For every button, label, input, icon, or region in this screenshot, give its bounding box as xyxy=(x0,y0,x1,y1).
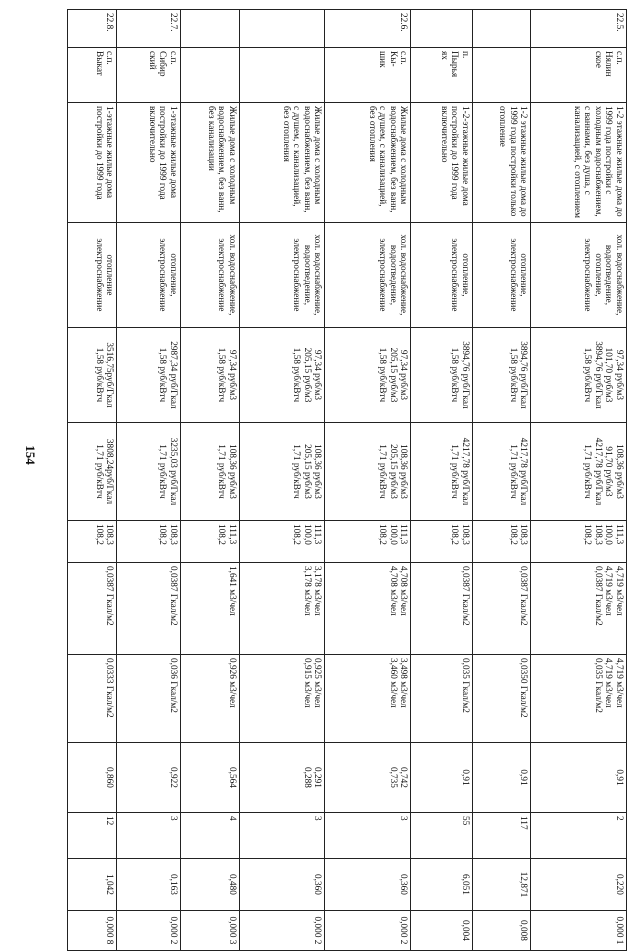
tariff-next-line: 4217,78 руб/Гкал xyxy=(459,437,470,506)
utility-services: хол. водоснабжение, электроснабжение xyxy=(180,223,239,328)
utility-services: отопление, электроснабжение xyxy=(472,223,531,328)
table-row xyxy=(68,10,117,951)
tariff-next-line: 1,71 руб/кВтч xyxy=(291,444,302,499)
housing-type: Жилые дома с холодным водоснабжением, без ванн, без канализации xyxy=(180,103,239,223)
tariff-current-line: 1,58 руб/кВтч xyxy=(93,347,104,403)
tariff-next xyxy=(325,423,411,521)
utility-services: отопление, электроснабжение xyxy=(411,223,472,328)
tariff-current-line: 2987,34 руб/Гкал xyxy=(167,341,178,409)
norm-current-line: 0,0387 Гкал/м2 xyxy=(593,566,603,626)
tariff-next xyxy=(239,423,325,521)
value: 6,051 xyxy=(411,859,472,911)
growth-index-line: 111,3 xyxy=(398,524,409,545)
tariff-current-line: 1,58 руб/кВтч xyxy=(291,347,302,403)
norm-next xyxy=(68,655,117,743)
tariff-next-line: 4217,78 руб/Гкал xyxy=(593,437,603,506)
tariff-next-line: 1,71 руб/кВтч xyxy=(157,444,168,499)
tariff-current xyxy=(180,328,239,423)
value: 0,480 xyxy=(180,859,239,911)
tariff-current xyxy=(472,328,531,423)
settlement-name-line: с.п. xyxy=(104,51,115,65)
tariff-next-line: 3808,24руб/Гкал xyxy=(104,438,115,505)
share: 0,008 xyxy=(472,911,531,951)
growth-index-line: 108,2 xyxy=(216,524,227,545)
coefficient: 0,91 xyxy=(531,743,627,813)
growth-index xyxy=(239,521,325,563)
growth-index-line: 108,3 xyxy=(167,524,178,545)
utility-services: отопление электроснабжение xyxy=(68,223,117,328)
tariff-current-line: 97,34 руб/м3 xyxy=(312,349,323,401)
norm-next-line: 0,926 м3/чел xyxy=(226,658,237,708)
count: 117 xyxy=(472,813,531,859)
norm-current xyxy=(411,563,472,655)
tariff-next-line: 4217,78 руб/Гкал xyxy=(518,437,529,506)
share: 0,000 8 xyxy=(68,911,117,951)
tariff-current-line: 97,34 руб/м3 xyxy=(614,349,624,401)
tariff-current-line: 101,70 руб/м3 xyxy=(603,347,614,403)
tariff-current xyxy=(68,328,117,423)
norm-next-line: 0,036 Гкал/м2 xyxy=(167,658,178,713)
growth-index-line: 111,3 xyxy=(312,524,323,545)
norm-current-line: 0,0387 Гкал/м2 xyxy=(459,566,470,626)
tariff-next-line: 108,36 руб/м3 xyxy=(398,444,409,499)
growth-index xyxy=(325,521,411,563)
rotated-table-page xyxy=(64,0,630,945)
settlement-name xyxy=(180,48,239,103)
tariff-next xyxy=(411,423,472,521)
tariff-next-line: 1,71 руб/кВтч xyxy=(507,444,518,499)
value: 0,163 xyxy=(117,859,181,911)
coefficient: 0,91 xyxy=(411,743,472,813)
share: 0,004 xyxy=(411,911,472,951)
growth-index-line: 108,2 xyxy=(582,524,593,545)
tariff-next-line: 108,36 руб/м3 xyxy=(312,444,323,499)
tariff-next-line: 3235,03 руб/Гкал xyxy=(167,437,178,506)
tariff-next xyxy=(68,423,117,521)
growth-index-line: 108,2 xyxy=(507,524,518,545)
coefficient: 0,91 xyxy=(472,743,531,813)
settlement-name-line: Пырья xyxy=(449,51,460,78)
housing-type: 1-этажные жилые дома постройки до 1999 года включительно xyxy=(117,103,181,223)
settlement-name-line: п. xyxy=(459,51,470,59)
tariff-current-line: 3894,76 руб/Гкал xyxy=(459,341,470,409)
tariff-current xyxy=(117,328,181,423)
norm-next-line: 0,035 Гкал/м2 xyxy=(459,658,470,713)
row-number xyxy=(180,10,239,48)
norm-current xyxy=(180,563,239,655)
count: 4 xyxy=(180,813,239,859)
settlement-name-line: с.п. xyxy=(614,51,624,65)
growth-index-line: 111,3 xyxy=(226,524,237,545)
count: 3 xyxy=(117,813,181,859)
row-number xyxy=(239,10,325,48)
table-row xyxy=(325,10,411,951)
share: 0,000 3 xyxy=(180,911,239,951)
settlement-name xyxy=(117,48,181,103)
row-number xyxy=(411,10,472,48)
growth-index xyxy=(117,521,181,563)
growth-index xyxy=(180,521,239,563)
norm-next-line: 0,035 Гкал/м2 xyxy=(593,658,603,713)
norm-current-line: 1,641 м3/чел xyxy=(226,566,237,616)
norm-current-line: 3,178 м3/чел xyxy=(301,566,312,616)
housing-type: 1-2 этажные жилые дома до 1999 года постройки с холодным водоснабжением, с ваннами, без душа, с канализацией, с отоплением xyxy=(531,103,627,223)
settlement-name xyxy=(239,48,325,103)
norm-next-line: 4,719 м3/чел xyxy=(614,658,624,708)
tariff-next-line: 1,71 руб/кВтч xyxy=(216,444,227,499)
norm-next xyxy=(180,655,239,743)
growth-index-line: 108,2 xyxy=(291,524,302,545)
norm-current xyxy=(325,563,411,655)
housing-type: Жилые дома с холодным водоснабжением, без ванн, с душем, с канализацией, без отопления xyxy=(325,103,411,223)
tariff-current-line: 1,58 руб/кВтч xyxy=(582,347,593,403)
page-number: 154 xyxy=(23,445,38,465)
norm-current xyxy=(472,563,531,655)
table-row xyxy=(180,10,239,951)
coefficient: 0,291 0,288 xyxy=(239,743,325,813)
table-body xyxy=(68,10,627,951)
coefficient: 0,742 0,735 xyxy=(325,743,411,813)
tariff-next-line: 1,71 руб/кВтч xyxy=(449,444,460,499)
settlement-name xyxy=(472,48,531,103)
housing-type: 1-этажные жилые дома постройки до 1999 года xyxy=(68,103,117,223)
growth-index-line: 108,3 xyxy=(593,524,603,545)
tariff-current xyxy=(531,328,627,423)
value: 0,220 xyxy=(531,859,627,911)
utility-services: хол. водоснабжение, водоотведение, электроснабжение xyxy=(239,223,325,328)
settlement-name-line: Выкат xyxy=(93,51,104,76)
tariff-current xyxy=(239,328,325,423)
value: 1,042 xyxy=(68,859,117,911)
row-number: 22.8. xyxy=(68,10,117,48)
tariff-current xyxy=(325,328,411,423)
tariff-current-line: 205,15 руб/м3 xyxy=(387,347,398,403)
tariff-current-line: 3516,75руб/Гкал xyxy=(104,342,115,408)
table-row xyxy=(411,10,472,951)
settlement-name xyxy=(531,48,627,103)
table-row xyxy=(531,10,627,951)
norm-next-line: 0,0350 Гкал/м2 xyxy=(518,658,529,718)
growth-index xyxy=(472,521,531,563)
settlement-name-line: Нялин xyxy=(603,51,614,77)
row-number: 22.6. xyxy=(325,10,411,48)
norm-current-line: 3,178 м3/чел xyxy=(312,566,323,616)
settlement-name-line: ский xyxy=(146,51,157,70)
row-number: 22.5. xyxy=(531,10,627,48)
tariff-current-line: 1,58 руб/кВтч xyxy=(449,347,460,403)
tariff-next-line: 1,71 руб/кВтч xyxy=(377,444,388,499)
table-row xyxy=(117,10,181,951)
share: 0,000 1 xyxy=(531,911,627,951)
growth-index-line: 100,0 xyxy=(301,524,312,545)
growth-index-line: 100,0 xyxy=(603,524,614,545)
housing-type: Жилые дома с холодным водоснабжением, без ванн, с душем, с канализацией, без отопления xyxy=(239,103,325,223)
value: 12,871 xyxy=(472,859,531,911)
row-number xyxy=(472,10,531,48)
tariff-table xyxy=(67,9,627,951)
share: 0,000 2 xyxy=(117,911,181,951)
growth-index xyxy=(531,521,627,563)
count: 3 xyxy=(239,813,325,859)
growth-index-line: 108,2 xyxy=(449,524,460,545)
coefficient: 0,564 xyxy=(180,743,239,813)
count: 3 xyxy=(325,813,411,859)
tariff-current-line: 97,34 руб/м3 xyxy=(398,349,409,401)
norm-next-line: 3,498 м3/чел xyxy=(398,658,409,708)
growth-index xyxy=(411,521,472,563)
norm-current-line: 0,0387 Гкал/м2 xyxy=(104,566,115,626)
tariff-next-line: 205,15 руб/м3 xyxy=(387,444,398,499)
norm-current-line: 0,0387 Гкал/м2 xyxy=(167,566,178,626)
tariff-current-line: 3894,76 руб/Гкал xyxy=(518,341,529,409)
settlement-name-line: ское xyxy=(593,51,603,69)
norm-current xyxy=(531,563,627,655)
settlement-name-line: ях xyxy=(438,51,449,60)
norm-next xyxy=(325,655,411,743)
tariff-current-line: 1,58 руб/кВтч xyxy=(377,347,388,403)
table-row xyxy=(239,10,325,951)
utility-services: хол. водоснабжение, водоотведение, электроснабжение xyxy=(325,223,411,328)
norm-current xyxy=(68,563,117,655)
growth-index-line: 108,3 xyxy=(518,524,529,545)
settlement-name-line: шик xyxy=(377,51,388,68)
tariff-current-line: 205,15 руб/м3 xyxy=(301,347,312,403)
norm-next-line: 0,925 м3/чел xyxy=(312,658,323,708)
tariff-next xyxy=(117,423,181,521)
norm-next xyxy=(531,655,627,743)
coefficient: 0,860 xyxy=(68,743,117,813)
settlement-name-line: Кы- xyxy=(387,51,398,67)
settlement-name xyxy=(411,48,472,103)
growth-index-line: 108,2 xyxy=(377,524,388,545)
norm-current xyxy=(117,563,181,655)
tariff-current xyxy=(411,328,472,423)
norm-current-line: 4,719 м3/чел xyxy=(603,566,614,616)
tariff-next-line: 108,36 руб/м3 xyxy=(614,444,624,499)
norm-next-line: 4,719 м3/чел xyxy=(603,658,614,708)
count: 12 xyxy=(68,813,117,859)
norm-current-line: 4,719 м3/чел xyxy=(614,566,624,616)
norm-next-line: 0,915 м3/чел xyxy=(301,658,312,708)
norm-next xyxy=(239,655,325,743)
norm-next-line: 0,0333 Гкал/м2 xyxy=(104,658,115,718)
settlement-name-line: Сибир xyxy=(157,51,168,77)
table-row xyxy=(472,10,531,951)
tariff-next xyxy=(531,423,627,521)
growth-index-line: 108,3 xyxy=(459,524,470,545)
growth-index-line: 100,0 xyxy=(387,524,398,545)
tariff-next-line: 1,71 руб/кВтч xyxy=(582,444,593,499)
tariff-current-line: 3894,76 руб/Гкал xyxy=(593,341,603,409)
tariff-current-line: 97,34 руб/м3 xyxy=(226,349,237,401)
norm-next xyxy=(472,655,531,743)
tariff-current-line: 1,58 руб/кВтч xyxy=(216,347,227,403)
settlement-name-line: с.п. xyxy=(167,51,178,65)
count: 2 xyxy=(531,813,627,859)
norm-next-line: 3,460 м3/чел xyxy=(387,658,398,708)
value: 0,360 xyxy=(239,859,325,911)
norm-current-line: 4,708 м3/чел xyxy=(398,566,409,616)
count: 55 xyxy=(411,813,472,859)
settlement-name xyxy=(68,48,117,103)
tariff-next-line: 108,36 руб/м3 xyxy=(226,444,237,499)
norm-current-line: 0,0387 Гкал/м2 xyxy=(518,566,529,626)
growth-index-line: 108,2 xyxy=(157,524,168,545)
norm-current xyxy=(239,563,325,655)
share: 0,000 2 xyxy=(239,911,325,951)
growth-index-line: 108,3 xyxy=(104,524,115,545)
tariff-next-line: 91,70 руб/м3 xyxy=(603,446,614,497)
housing-type: 1-2 этажные жилые дома до 1999 года постройки только отопление xyxy=(472,103,531,223)
norm-current-line: 4,708 м3/чел xyxy=(387,566,398,616)
tariff-next xyxy=(180,423,239,521)
housing-type: 1-2-этажные жилые дома постройки до 1999 года включительно xyxy=(411,103,472,223)
norm-next xyxy=(411,655,472,743)
tariff-next xyxy=(472,423,531,521)
utility-services: отопление, электроснабжение xyxy=(117,223,181,328)
growth-index xyxy=(68,521,117,563)
tariff-current-line: 1,58 руб/кВтч xyxy=(157,347,168,403)
tariff-next-line: 205,15 руб/м3 xyxy=(301,444,312,499)
share: 0,000 2 xyxy=(325,911,411,951)
growth-index-line: 108,2 xyxy=(93,524,104,545)
coefficient: 0,922 xyxy=(117,743,181,813)
tariff-next-line: 1,71 руб/кВтч xyxy=(93,444,104,499)
norm-next xyxy=(117,655,181,743)
settlement-name-line: с.п. xyxy=(398,51,409,65)
growth-index-line: 111,3 xyxy=(614,524,624,545)
tariff-current-line: 1,58 руб/кВтч xyxy=(507,347,518,403)
row-number: 22.7. xyxy=(117,10,181,48)
value: 0,360 xyxy=(325,859,411,911)
utility-services: хол. водоснабжение, водоотведение, отопление, электроснабжение xyxy=(531,223,627,328)
settlement-name xyxy=(325,48,411,103)
